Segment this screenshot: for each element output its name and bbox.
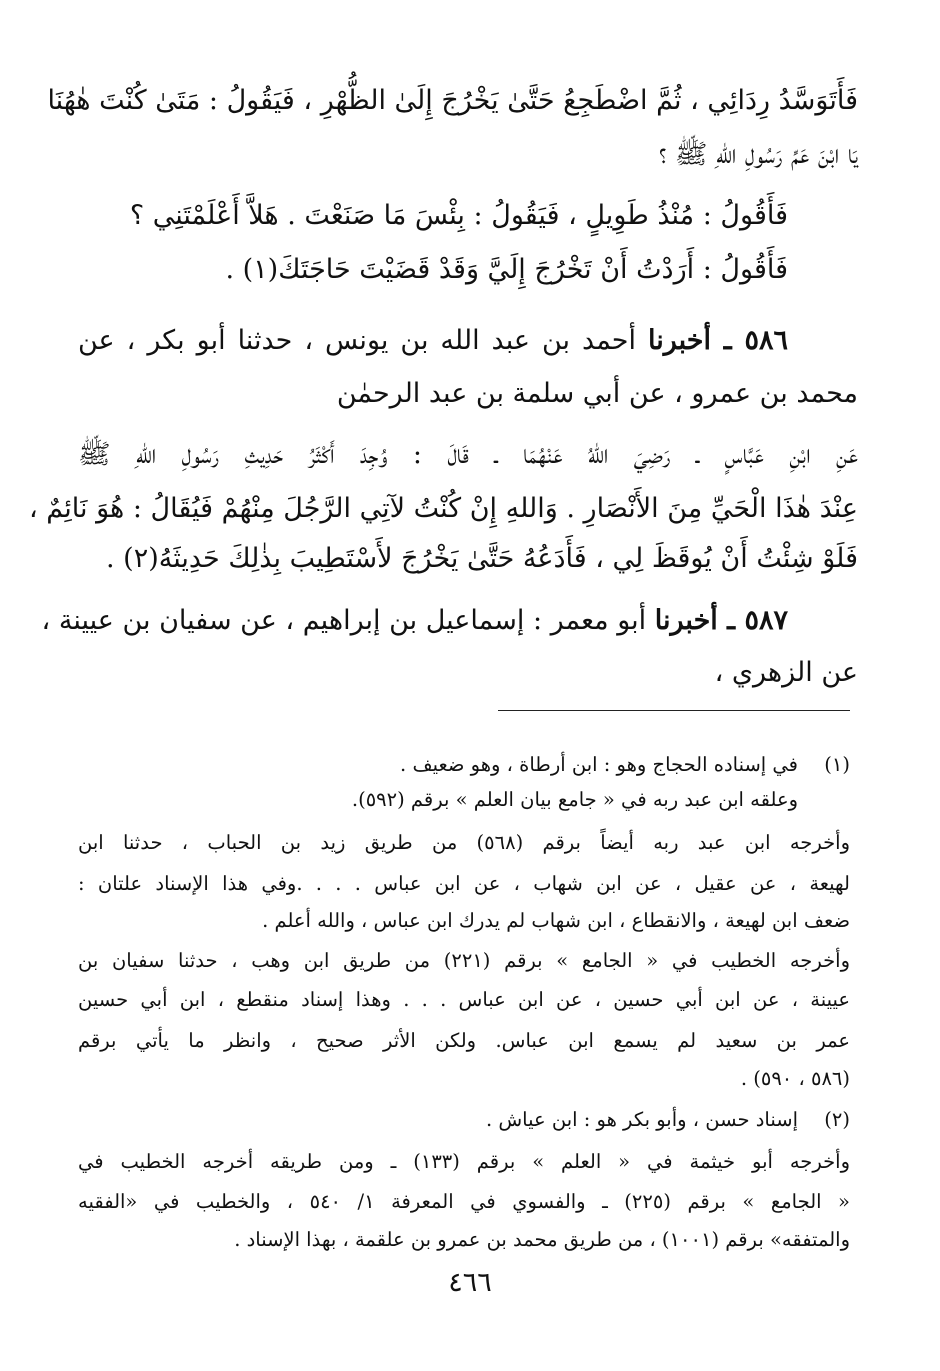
footnote-line: وأخرجه ابن عبد ربه أيضاً برقم (٥٦٨) من طريق زيد بن الحباب ، حدثنا ابن xyxy=(78,831,850,854)
footnote-line: عمر بن سعيد لم يسمع ابن عباس. ولكن الأثر صحيح ، وانظر ما يأتي برقم xyxy=(78,1029,850,1052)
text-line: يَا ابْنَ عَمِّ رَسُولِ اللهِ ﷺ ؟ xyxy=(658,139,858,170)
footnote-line: وأخرجه الخطيب في « الجامع » برقم (٢٢١) من طريق ابن وهب ، حدثنا سفيان بن xyxy=(78,949,850,972)
footnote-line: وأخرجه أبو خيثمة في « العلم » برقم (١٣٣) ـ ومن طريقه أخرجه الخطيب في xyxy=(78,1150,850,1173)
footnote-line: والمتفقه» برقم (١٠٠١) ، من طريق محمد بن عمرو بن علقمة ، بهذا الإسناد . xyxy=(234,1228,850,1251)
text-line: فَلَوْ شِئْتُ أَنْ يُوقَظَ لِي ، فَأَدَعُهُ حَتَّىٰ يَخْرُجَ لأَسْتَطِيبَ بِذٰلِكَ حَدِيثَهُ(٢) . xyxy=(105,543,858,574)
text-line: عَنِ ابْنِ عَبَّاسٍ ـ رَضِيَ اللهُ عَنْهُمَا ـ قَالَ : وُجِدَ أَكْثَرُ حَدِيثِ رَسُولِ اللهِ ﷺ xyxy=(78,439,858,470)
hadith-number: ٥٨٧ ـ أخبرنا xyxy=(654,605,788,636)
text-line: فَأَقُولُ : مُنْذُ طَوِيلٍ ، فَيَقُولُ : بِئْسَ مَا صَنَعْتَ . هَلاَّ أَعْلَمْتَنِي ؟ xyxy=(129,200,788,231)
text-line: محمد بن عمرو ، عن أبي سلمة بن عبد الرحمٰن xyxy=(336,378,858,409)
footnote-line: عيينة ، عن ابن أبي حسين ، عن ابن عباس . . . وهذا إسناد منقطع ، ابن أبي حسين xyxy=(78,988,850,1011)
footnote-line: ضعف ابن لهيعة ، والانقطاع ، ابن شهاب لم يدرك ابن عباس ، والله أعلم . xyxy=(262,909,850,932)
footnote-line: وعلقه ابن عبد ربه في « جامع بيان العلم » برقم (٥٩٢). xyxy=(351,788,798,811)
page-number: ٤٦٦ xyxy=(448,1267,492,1298)
text-line: عِنْدَ هٰذَا الْحَيِّ مِنَ الأَنْصَارِ . وَاللهِ إِنْ كُنْتُ لآتِي الرَّجُلَ مِنْهُمْ فَيُقَالُ : هُوَ نَائِمٌ ، xyxy=(28,493,858,524)
footnote-line: (٥٨٦ ، ٥٩٠) . xyxy=(740,1067,850,1090)
footnote-line: في إسناده الحجاج وهو : ابن أرطاة ، وهو ضعيف . xyxy=(400,753,798,776)
footnote-line: إسناد حسن ، وأبو بكر هو : ابن عياش . xyxy=(485,1108,798,1131)
hadith-text: أبو معمر : إسماعيل بن إبراهيم ، عن سفيان بن عيينة ، xyxy=(41,605,647,636)
footnote-line: « الجامع » برقم (٢٢٥) ـ والفسوي في المعرفة ١/ ٥٤٠ ، والخطيب في «الفقيه xyxy=(78,1190,850,1213)
hadith-number: ٥٨٦ ـ أخبرنا xyxy=(647,325,788,356)
footnote-marker: (١) xyxy=(824,753,850,776)
footnote-line: لهيعة ، عن عقيل ، عن ابن شهاب ، عن ابن عباس . . . .وفي هذا الإسناد علتان : xyxy=(78,872,850,895)
footnote-divider xyxy=(498,710,850,711)
footnote-marker: (٢) xyxy=(824,1108,850,1131)
hadith-text: أحمد بن عبد الله بن يونس ، حدثنا أبو بكر ، عن xyxy=(78,325,636,356)
hadith-586-line xyxy=(78,318,788,364)
hadith-587-line xyxy=(41,598,788,644)
text-line: فَأَقُولُ : أَرَدْتُ أَنْ تَخْرُجَ إِلَيَّ وَقَدْ قَضَيْتَ حَاجَتَكَ(١) . xyxy=(225,254,788,285)
text-line: فَأَتَوَسَّدُ رِدَائِي ، ثُمَّ اضْطَجِعُ حَتَّىٰ يَخْرُجَ إِلَىٰ الظُّهْرِ ، فَيَقُولُ : مَتَىٰ كُنْتَ هٰهُنَا xyxy=(47,85,858,116)
text-line: عن الزهري ، xyxy=(714,657,858,688)
